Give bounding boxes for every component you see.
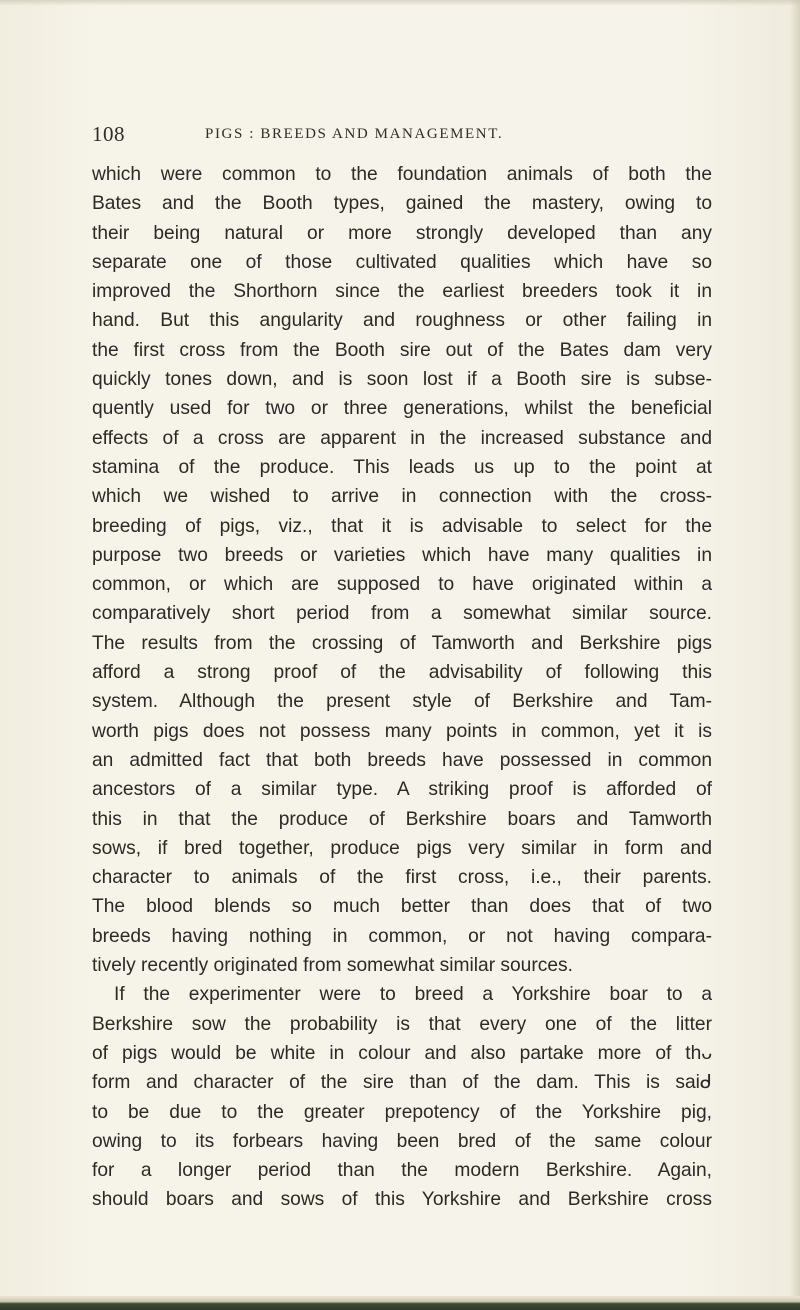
text-line: form and character of the sire than of the dam. This is saiᑯ xyxy=(92,1072,712,1094)
text-line: stamina of the produce. This leads us up to the point at xyxy=(92,456,712,478)
text-line: to be due to the greater prepotency of the Yorkshire pig, xyxy=(92,1101,712,1123)
text-line: Berkshire sow the probability is that every one of the litter xyxy=(92,1013,712,1035)
text-line: Bates and the Booth types, gained the mastery, owing to xyxy=(92,193,712,215)
page-top-edge xyxy=(0,0,800,6)
text-line: sows, if bred together, produce pigs very similar in form and xyxy=(92,837,712,859)
text-line: breeding of pigs, viz., that it is advisable to select for the xyxy=(92,515,712,537)
text-line: purpose two breeds or varieties which have many qualities in xyxy=(92,544,712,566)
text-line: owing to its forbears having been bred of the same colour xyxy=(92,1130,712,1152)
text-line: which we wished to arrive in connection with the cross- xyxy=(92,486,712,508)
text-line: of pigs would be white in colour and also partake more of thᴗ xyxy=(92,1042,712,1064)
text-line: for a longer period than the modern Berkshire. Again, xyxy=(92,1160,712,1182)
page-number: 108 xyxy=(92,122,125,146)
body-text xyxy=(92,160,712,1215)
text-line: effects of a cross are apparent in the increased substance and xyxy=(92,427,712,449)
text-line: this in that the produce of Berkshire boars and Tamworth xyxy=(92,808,712,830)
text-line: common, or which are supposed to have originated within a xyxy=(92,574,712,596)
text-line: separate one of those cultivated qualities which have so xyxy=(92,251,712,273)
text-line: breeds having nothing in common, or not having compara- xyxy=(92,925,712,947)
page-right-edge xyxy=(790,0,800,1310)
text-line: ancestors of a similar type. A striking proof is afforded of xyxy=(92,779,712,801)
text-line: an admitted fact that both breeds have possessed in common xyxy=(92,749,712,771)
text-line: should boars and sows of this Yorkshire and Berkshire cross xyxy=(92,1189,712,1211)
text-line: the first cross from the Booth sire out of the Bates dam very xyxy=(92,339,712,361)
text-line: quently used for two or three generations, whilst the beneficial xyxy=(92,398,712,420)
text-line: worth pigs does not possess many points in common, yet it is xyxy=(92,720,712,742)
text-line: quickly tones down, and is soon lost if a Booth sire is subse- xyxy=(92,369,712,391)
text-line: which were common to the foundation animals of both the xyxy=(92,164,712,185)
page-bottom-edge xyxy=(0,1296,800,1310)
text-line: hand. But this angularity and roughness or other failing in xyxy=(92,310,712,332)
text-line: comparatively short period from a somewhat similar source. xyxy=(92,603,712,625)
text-line: improved the Shorthorn since the earliest breeders took it in xyxy=(92,281,712,303)
text-line: The blood blends so much better than does that of two xyxy=(92,896,712,918)
running-head: PIGS : BREEDS AND MANAGEMENT. xyxy=(205,126,504,142)
paragraph-start-line: If the experimenter were to breed a Yorkshire boar to a xyxy=(114,984,712,1006)
text-line: tively recently originated from somewhat similar sources. xyxy=(92,955,573,977)
text-line: system. Although the present style of Berkshire and Tam- xyxy=(92,691,712,713)
text-line: The results from the crossing of Tamworth and Berkshire pigs xyxy=(92,632,712,654)
text-line: afford a strong proof of the advisability of following this xyxy=(92,662,712,684)
page-header xyxy=(92,122,712,148)
text-line: their being natural or more strongly developed than any xyxy=(92,222,712,244)
text-line: character to animals of the first cross, i.e., their parents. xyxy=(92,867,712,889)
